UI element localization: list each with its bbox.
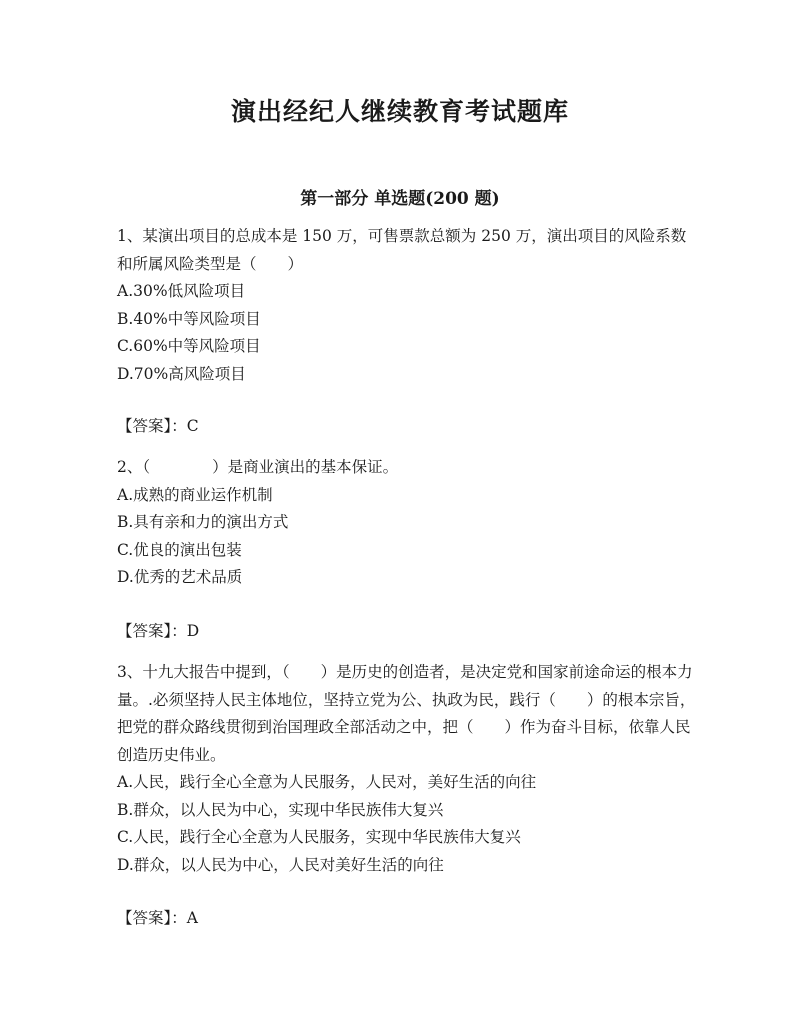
option-d: D.优秀的艺术品质 xyxy=(117,568,243,586)
question-2 xyxy=(117,454,697,592)
option-d: D.群众，以人民为中心，人民对美好生活的向往 xyxy=(117,855,444,874)
option-c: C.60%中等风险项目 xyxy=(117,337,261,355)
document-title: 演出经纪人继续教育考试题库 xyxy=(230,97,569,126)
option-a: A.人民，践行全心全意为人民服务，人民对，美好生活的向往 xyxy=(117,773,537,791)
answer-label: 【答案】： xyxy=(117,417,187,435)
answer-value: C xyxy=(186,417,199,435)
option-b: B.具有亲和力的演出方式 xyxy=(117,513,289,531)
question-text: 2、（ ）是商业演出的基本保证。 xyxy=(117,458,399,476)
option-c: C.人民，践行全心全意为人民服务，实现中华民族伟大复兴 xyxy=(117,828,521,846)
option-d: D.70%高风险项目 xyxy=(117,364,246,383)
option-a: A.成熟的商业运作机制 xyxy=(117,485,273,504)
answer-1 xyxy=(117,413,199,440)
option-b: B.40%中等风险项目 xyxy=(117,309,261,328)
option-c: C.优良的演出包装 xyxy=(117,540,242,559)
answer-value: A xyxy=(186,909,198,927)
option-a: A.30%低风险项目 xyxy=(117,282,246,300)
question-3 xyxy=(117,659,697,879)
question-text: 1、某演出项目的总成本是 150 万，可售票款总额为 250 万，演出项目的风险系数和所属风险类型是（ ） xyxy=(117,227,687,273)
answer-value: D xyxy=(186,622,200,640)
answer-label: 【答案】： xyxy=(117,909,187,927)
section-title: 第一部分 单选题(200 题) xyxy=(300,189,500,209)
question-1 xyxy=(117,223,697,388)
answer-2 xyxy=(117,618,199,645)
question-text: 3、十九大报告中提到，（ ）是历史的创造者，是决定党和国家前途命运的根本力量。.必须坚持人民主体地位，坚持立党为公、执政为民，践行（ ）的根本宗旨，把党的群众路线贯彻到治国理政全部活动之中，把（ ）作为奋斗目标，依靠人民创造历史伟业。 xyxy=(117,663,696,764)
answer-3 xyxy=(117,905,198,932)
option-b: B.群众，以人民为中心，实现中华民族伟大复兴 xyxy=(117,800,444,819)
answer-label: 【答案】： xyxy=(117,622,187,640)
